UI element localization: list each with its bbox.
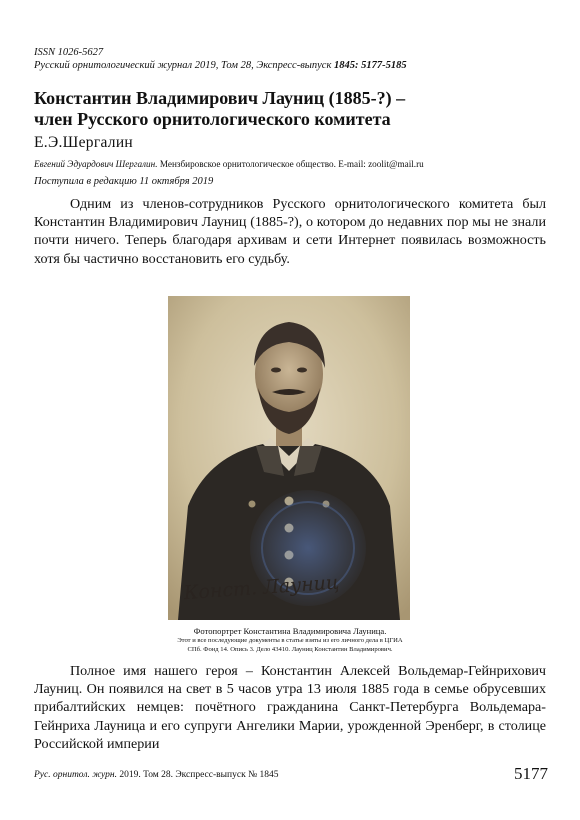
journal-citation-line (34, 59, 554, 72)
issn: ISSN 1026-5627 (34, 47, 104, 58)
caption-main: Фотопортрет Константина Владимировича Лауница. (193, 626, 387, 636)
body-paragraph-2: Полное имя нашего героя – Константин Алексей Вольдемар-Гейнрихович Лауниц. Он появился на свет в 5 часов утра 13 июля 1885 года в семье обрусевших прибалтийских немцев: почётного гражданина Санкт-Петербурга Вольдемара-Гейнриха Лауница и его супруги Ангелики Марии, урожденной Эренберг, в столице Российской империи (34, 663, 546, 752)
title-line-2: член Русского орнитологического комитета (34, 109, 391, 129)
journal-header (34, 46, 554, 72)
page-range: : 5177-5185 (355, 60, 407, 71)
footer-journal-short: Рус. орнитол. журн. (34, 770, 117, 780)
article-title (34, 88, 554, 130)
figure-caption (110, 626, 470, 654)
affiliation-details: Мензбировское орнитологическое общество. E-mail: zoolit@mail.ru (157, 159, 424, 169)
title-line-1: Константин Владимирович Лауниц (1885-?) – (34, 88, 406, 108)
portrait-image (168, 296, 410, 620)
author-name: Е.Э.Шергалин (34, 134, 134, 151)
affiliation-full-name: Евгений Эдуардович Шергалин. (34, 159, 158, 169)
received-date: Поступила в редакцию 11 октября 2019 (34, 176, 214, 187)
page-number: 5177 (514, 764, 548, 783)
caption-source-line-1: Этот и все последующие документы в статье взяты из его личного дела в ЦГИА (177, 637, 403, 644)
journal-name: Русский орнитологический журнал 2019, Том 28, Экспресс-выпуск (34, 60, 334, 71)
issue-number: 1845 (334, 60, 355, 71)
footer-issue-info: 2019. Том 28. Экспресс-выпуск № 1845 (116, 770, 279, 780)
caption-source-line-2: СПб. Фонд 14. Опись 3. Дело 43410. Лауниц Константин Владимирович. (187, 645, 393, 653)
signature-text: Конст. Лауниц (183, 571, 340, 605)
footer-citation (34, 770, 279, 780)
author-affiliation (34, 158, 554, 170)
body-paragraph-1: Одним из членов-сотрудников Русского орнитологического комитета был Константин Владимирович Лауниц (1885-?), о котором до недавних пор мы не знали почти ничего. Теперь благодаря архивам и сети Интернет появилась возможность хотя бы частично восстановить его судьбу. (34, 196, 546, 267)
portrait-photo (168, 296, 410, 620)
